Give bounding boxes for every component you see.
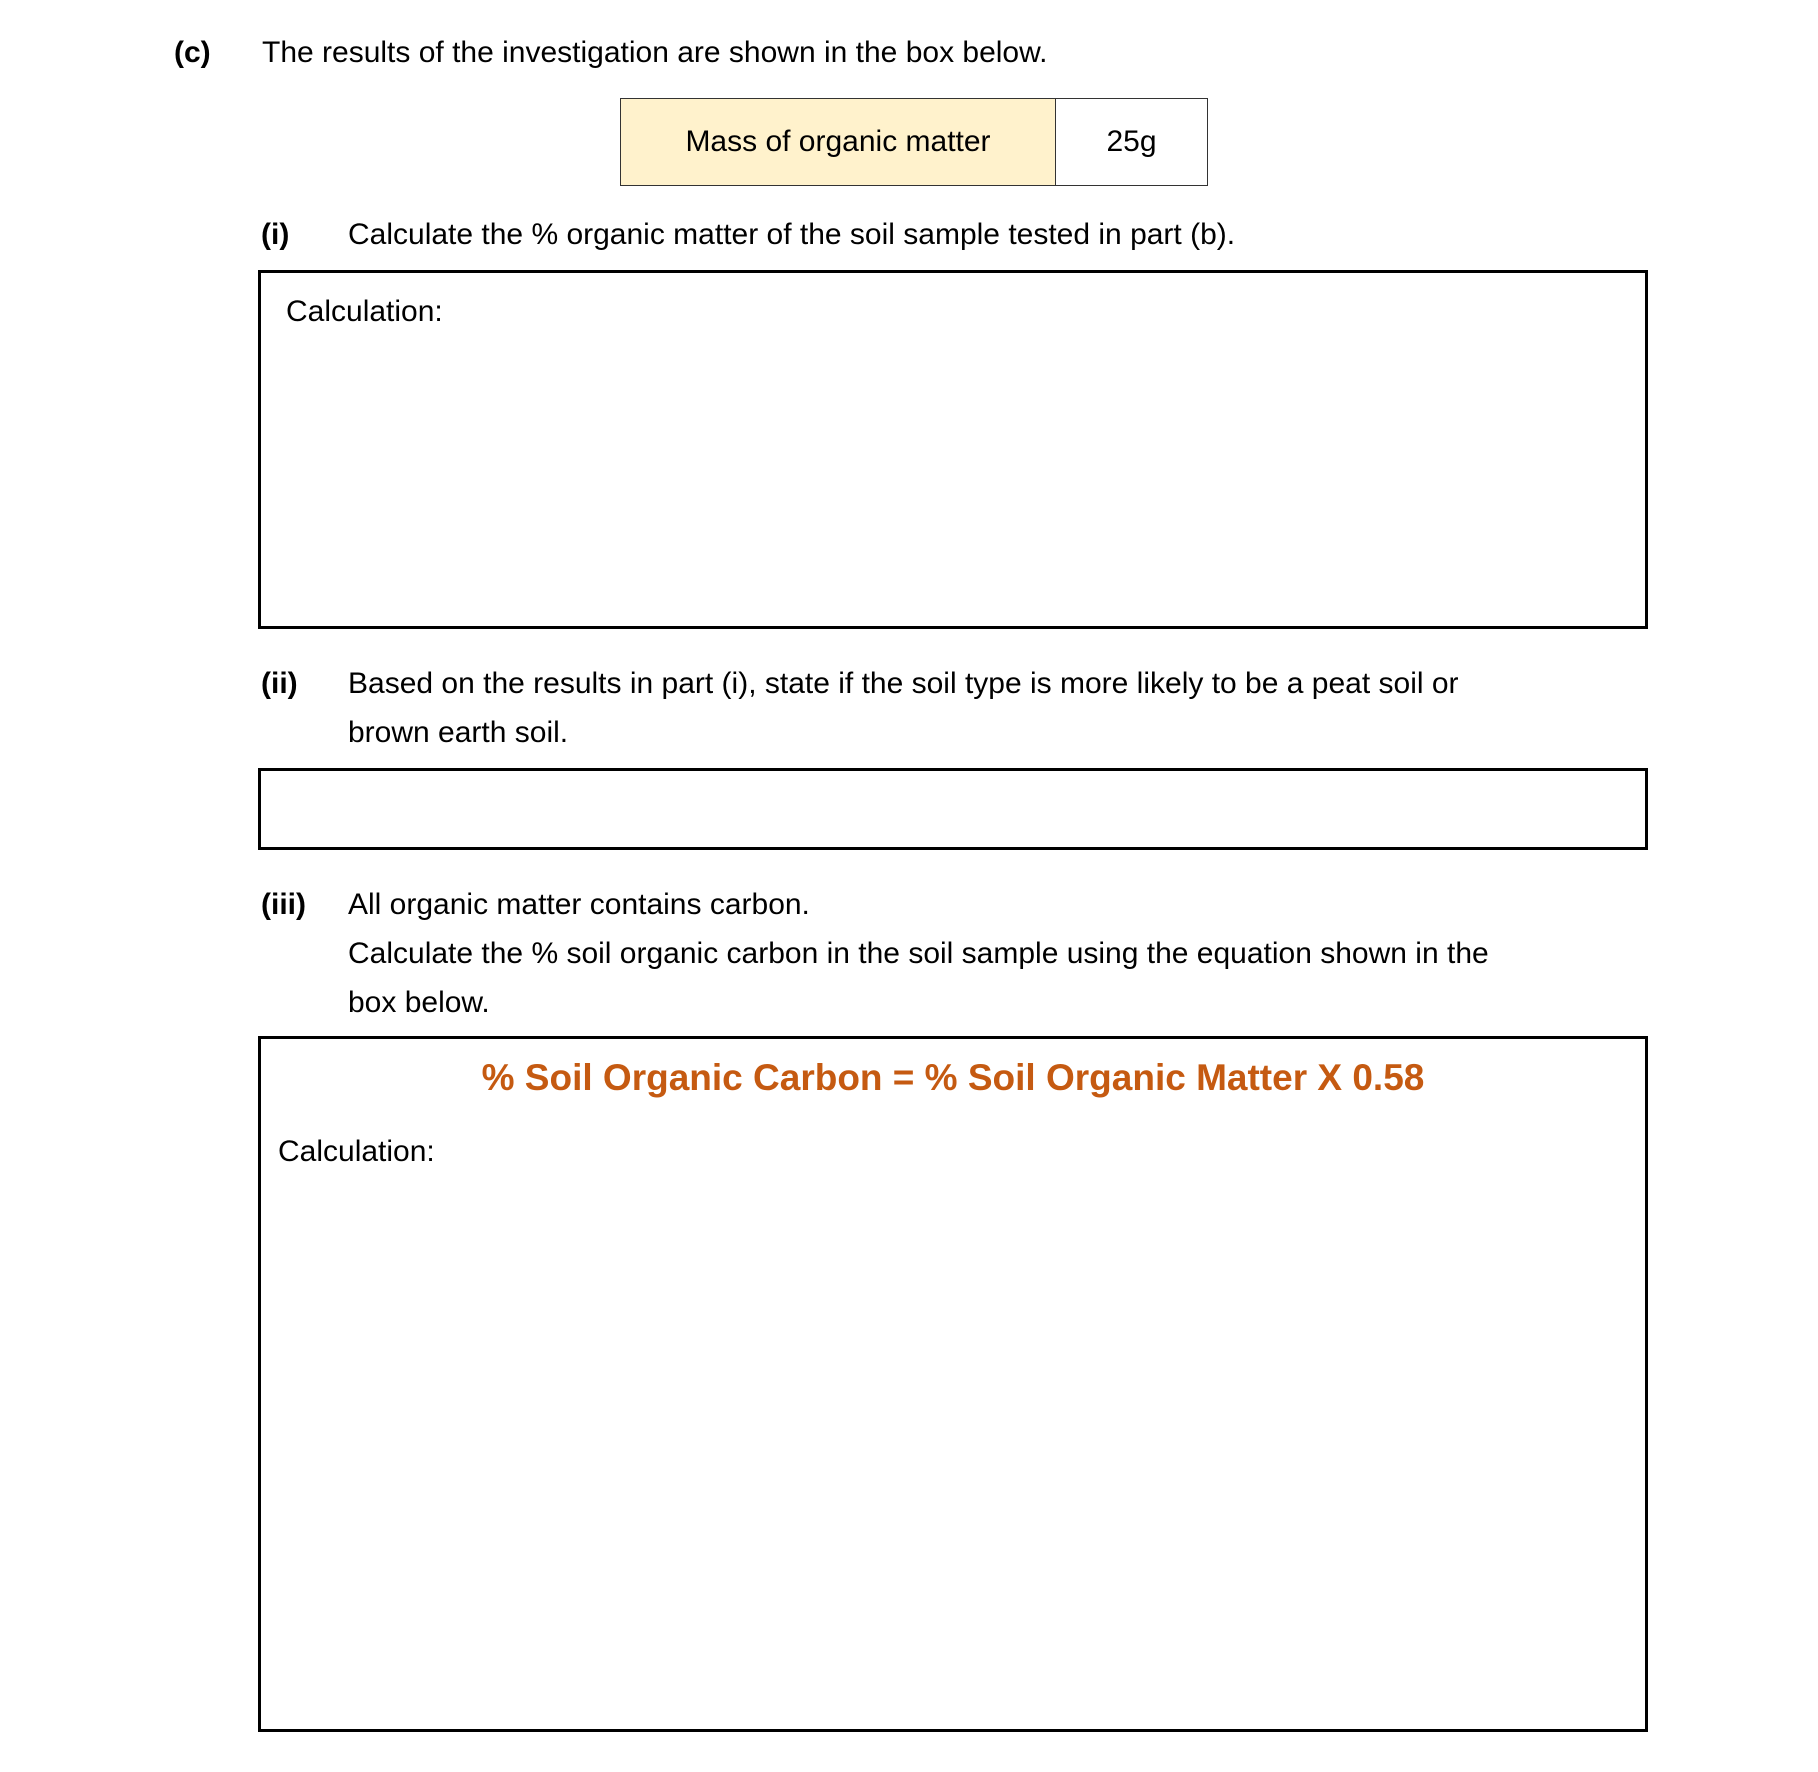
results-table	[620, 98, 1208, 186]
answer-box-i[interactable]	[258, 270, 1648, 629]
subquestion-iii-label: (iii)	[261, 888, 306, 921]
calculation-label: Calculation:	[286, 295, 443, 328]
subquestion-ii-text-line2: brown earth soil.	[348, 716, 569, 749]
subquestion-iii-text-line1: All organic matter contains carbon.	[348, 888, 810, 921]
subquestion-ii-text-line1: Based on the results in part (i), state if the soil type is more likely to be a peat soil or	[348, 667, 1459, 700]
part-label: (c)	[174, 36, 211, 69]
intro-text: The results of the investigation are shown in the box below.	[262, 36, 1048, 69]
subquestion-iii-text-line2: Calculate the % soil organic carbon in the soil sample using the equation shown in the	[348, 937, 1489, 970]
answer-box-ii[interactable]	[258, 768, 1648, 850]
subquestion-ii-label: (ii)	[261, 667, 298, 700]
calculation-label: Calculation:	[278, 1135, 435, 1168]
answer-box-iii[interactable]	[258, 1036, 1648, 1732]
subquestion-i-label: (i)	[261, 218, 290, 251]
results-value-cell: 25g	[1106, 125, 1157, 158]
results-label-cell: Mass of organic matter	[621, 99, 1056, 185]
subquestion-iii-text-line3: box below.	[348, 986, 490, 1019]
subquestion-i-text: Calculate the % organic matter of the soil sample tested in part (b).	[348, 218, 1236, 251]
soil-carbon-equation: % Soil Organic Carbon = % Soil Organic Matter X 0.58	[481, 1057, 1425, 1098]
